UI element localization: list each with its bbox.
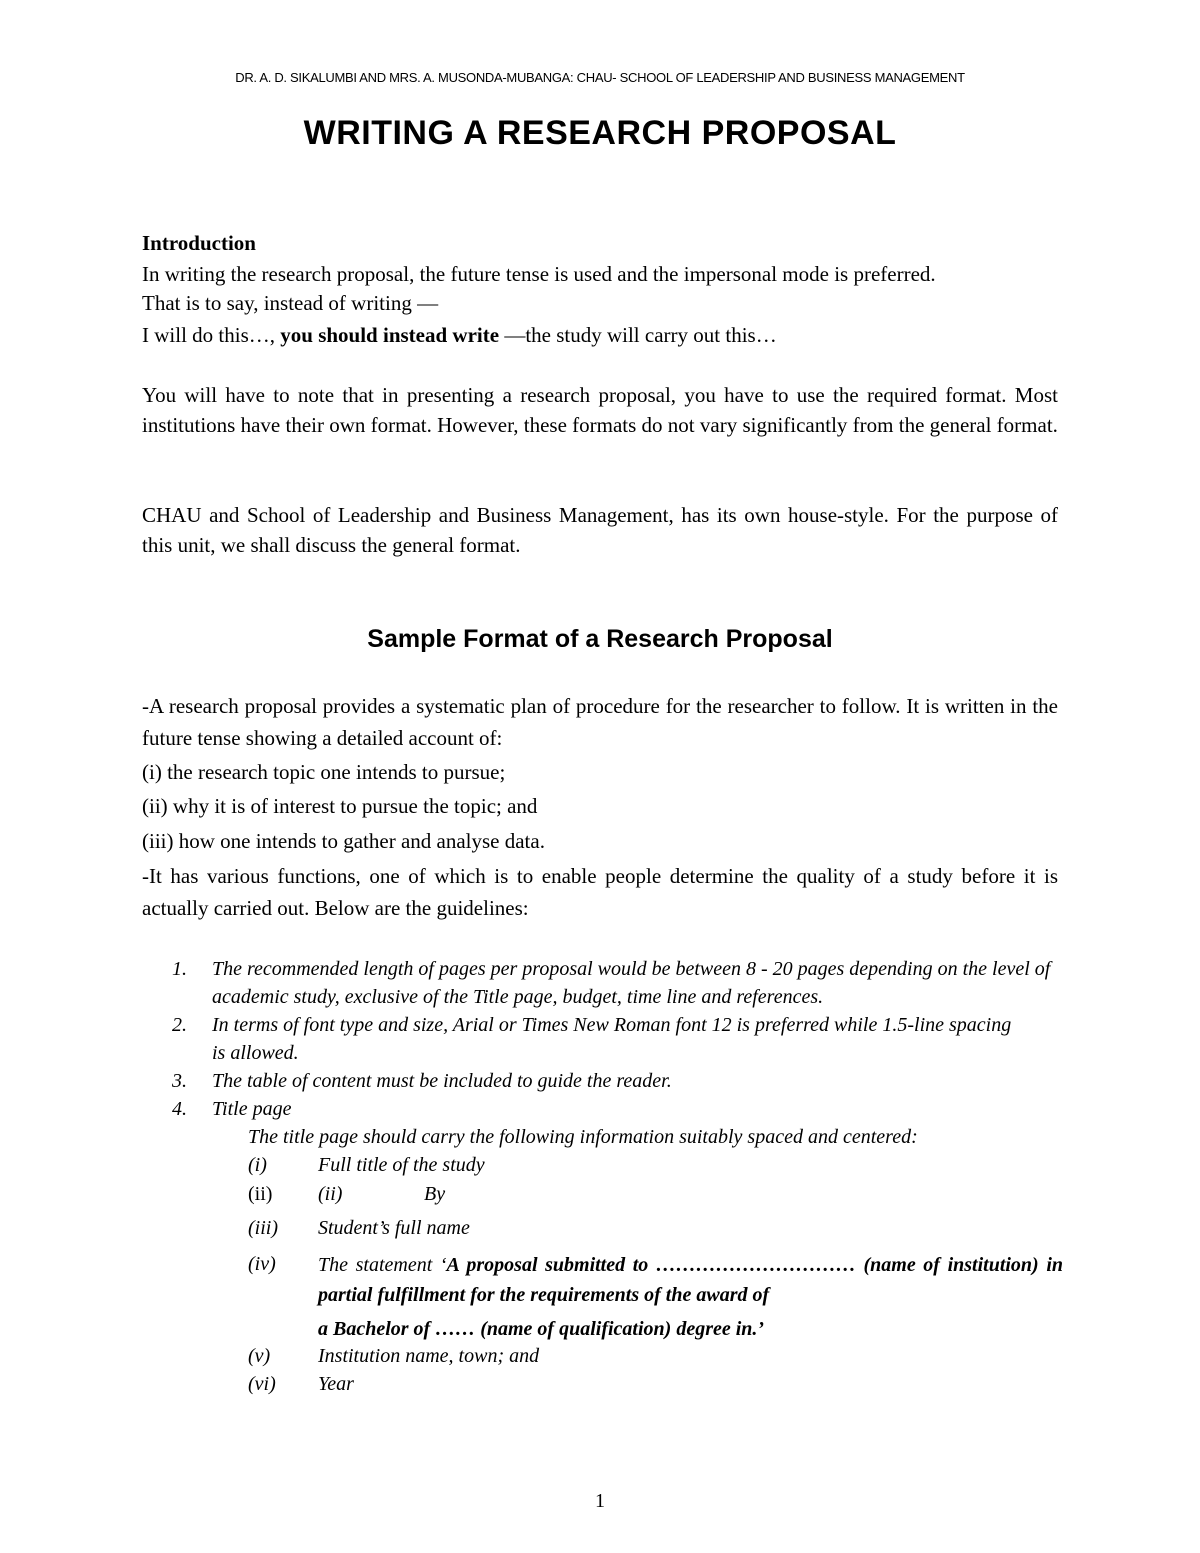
intro-line-3-end: —the study will carry out this… bbox=[499, 323, 777, 347]
title-page-item bbox=[0, 1342, 1200, 1370]
title-page-item-text: Student’s full name bbox=[318, 1217, 470, 1239]
title-page-by: By bbox=[424, 1183, 446, 1205]
roman-numeral: (iii) bbox=[248, 1217, 278, 1239]
guideline-text: Title page bbox=[212, 1098, 292, 1120]
roman-numeral: (ii) bbox=[248, 1183, 273, 1205]
statement-body: A proposal submitted to ………………………… (name of institution) in partial fulfillment for the requirements of the award of bbox=[318, 1254, 1064, 1306]
intro-paragraph-3: CHAU and School of Leadership and Business Management, has its own house-style. For the purpose of this unit, we shall discuss the general format. bbox=[142, 503, 1058, 557]
list-item: (iii) how one intends to gather and analyse data. bbox=[142, 829, 545, 853]
guideline-number: 3. bbox=[172, 1070, 187, 1092]
title-page-item-text: Year bbox=[318, 1373, 354, 1395]
guideline-number: 2. bbox=[172, 1014, 187, 1036]
guideline-item bbox=[142, 1067, 1062, 1095]
title-page-item-text: Full title of the study bbox=[318, 1154, 485, 1176]
guideline-number: 1. bbox=[172, 958, 187, 980]
statement-lead: The statement ‘ bbox=[318, 1254, 447, 1276]
guideline-item bbox=[142, 1095, 1062, 1123]
page-header: DR. A. D. SIKALUMBI AND MRS. A. MUSONDA-MUBANGA: CHAU- SCHOOL OF LEADERSHIP AND BUSINESS MANAGEMENT bbox=[235, 70, 965, 85]
document-title: WRITING A RESEARCH PROPOSAL bbox=[303, 114, 897, 152]
title-page-item-text: (ii) bbox=[318, 1183, 343, 1205]
title-page-item-text: Institution name, town; and bbox=[318, 1345, 540, 1367]
roman-numeral: (v) bbox=[248, 1345, 271, 1367]
list-item: (i) the research topic one intends to pursue; bbox=[142, 760, 506, 784]
intro-emphasis: you should instead write bbox=[280, 323, 500, 347]
guideline-number: 4. bbox=[172, 1098, 187, 1120]
statement-continuation: a Bachelor of …… (name of qualification) degree in.’ bbox=[318, 1318, 765, 1340]
guideline-item bbox=[142, 955, 1062, 1011]
roman-numeral: (vi) bbox=[248, 1373, 276, 1395]
sample-paragraph-2: -It has various functions, one of which is to enable people determine the quality of a study before it is actually carried out. Below are the guidelines: bbox=[142, 864, 1058, 920]
guideline-text: The recommended length of pages per proposal would be between 8 - 20 pages depending on the level of academic study, exclusive of the Title page, budget, time line and references. bbox=[212, 958, 1051, 1008]
intro-line-1: In writing the research proposal, the future tense is used and the impersonal mode is preferred. bbox=[142, 262, 936, 286]
page-number: 1 bbox=[595, 1490, 605, 1512]
list-item: (ii) why it is of interest to pursue the topic; and bbox=[142, 794, 538, 818]
title-page-item bbox=[0, 1151, 1200, 1179]
sample-paragraph-1: -A research proposal provides a systematic plan of procedure for the researcher to follow. It is written in the future tense showing a detailed account of: bbox=[142, 694, 1058, 750]
intro-line-3-start: I will do this…, bbox=[142, 323, 281, 347]
title-page-item-text bbox=[318, 1250, 1063, 1310]
title-page-item bbox=[0, 1250, 1200, 1312]
intro-line-3 bbox=[142, 320, 1058, 350]
section-heading: Sample Format of a Research Proposal bbox=[367, 625, 833, 653]
guideline-item bbox=[142, 1011, 1062, 1067]
guideline-text: The table of content must be included to guide the reader. bbox=[212, 1070, 672, 1092]
roman-numeral: (i) bbox=[248, 1154, 267, 1176]
roman-numeral: (iv) bbox=[248, 1253, 276, 1275]
title-page-item bbox=[0, 1370, 1200, 1398]
guideline-text: In terms of font type and size, Arial or Times New Roman font 12 is preferred while 1.5-line spacing is allowed. bbox=[212, 1014, 1012, 1064]
introduction-heading: Introduction bbox=[142, 231, 256, 255]
title-page-intro: The title page should carry the following information suitably spaced and centered: bbox=[248, 1126, 918, 1148]
intro-line-2: That is to say, instead of writing — bbox=[142, 291, 439, 315]
intro-paragraph-2: You will have to note that in presenting a research proposal, you have to use the required format. Most institutions have their own format. However, these formats do not vary significantly from the general format. bbox=[142, 383, 1058, 437]
title-page-item bbox=[0, 1214, 1200, 1242]
title-page-item bbox=[0, 1180, 1200, 1208]
